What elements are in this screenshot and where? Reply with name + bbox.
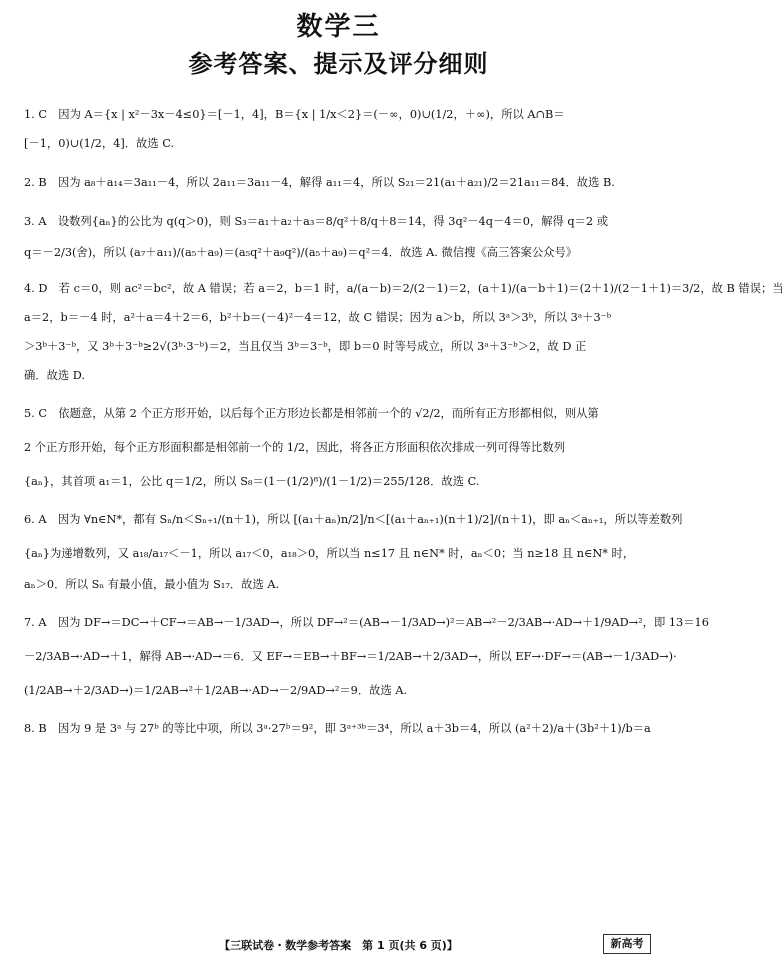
answer-2 [24,174,653,192]
answer-line: 2 个正方形开始，每个正方形面积都是相邻前一个的 1/2，因此，将各正方形面积依次排成一列可得等比数列 [24,441,565,454]
answer-line: [－1，0)∪(1/2，4]．故选 C. [24,137,175,150]
answer-line: 8. B 因为 9 是 3ᵃ 与 27ᵇ 的等比中项，所以 3ᵃ·27ᵇ＝9²，即 3ᵃ⁺³ᵇ＝3⁴，所以 a＋3b＝4，所以 (a²＋2)/a＋(3b²＋1)/b＝a [24,722,651,735]
answer-line: {aₙ}为递增数列，又 a₁₈/a₁₇＜－1，所以 a₁₇＜0，a₁₈＞0，所以当 n≤17 且 n∈N* 时，aₙ＜0；当 n≥18 且 n∈N* 时， [24,547,635,560]
edition-badge: 新高考 [603,934,651,954]
answer-1 [24,106,653,153]
answer-line: ＞3ᵇ＋3⁻ᵇ，又 3ᵇ＋3⁻ᵇ≥2√(3ᵇ·3⁻ᵇ)＝2，当且仅当 3ᵇ＝3⁻ᵇ，即 b＝0 时等号成立，所以 3ᵃ＋3⁻ᵇ＞2，故 D 正 [24,340,587,353]
answer-line: 3. A 设数列{aₙ}的公比为 q(q＞0)，则 S₃＝a₁＋a₂＋a₃＝8/q²＋8/q＋8＝14，得 3q²－4q－4＝0，解得 q＝2 或 [24,215,609,228]
answer-line: (1/2AB→＋2/3AD→)＝1/2AB→²＋1/2AB→·AD→－2/9AD→²＝9．故选 A. [24,684,408,697]
answer-line: －2/3AB→·AD→＋1，解得 AB→·AD→＝6．又 EF→＝EB→＋BF→＝1/2AB→＋2/3AD→，所以 EF→·DF→＝(AB→－1/3AD→)· [24,650,677,663]
page-subtitle: 参考答案、提示及评分细则 [188,50,489,78]
answer-8 [24,720,653,738]
answer-line: 6. A 因为 ∀n∈N*，都有 Sₙ/n＜Sₙ₊₁/(n＋1)，所以 [(a₁＋aₙ)n/2]/n＜[(a₁＋aₙ₊₁)(n＋1)/2]/(n＋1)，即 aₙ＜aₙ₊₁，所以等差数列 [24,513,683,526]
page-footer: 【三联试卷・数学参考答案 第 1 页(共 6 页)】 [219,939,458,952]
answer-list [24,106,784,738]
answer-line: {aₙ}，其首项 a₁＝1，公比 q＝1/2，所以 S₈＝(1－(1/2)⁸)/(1－1/2)＝255/128．故选 C. [24,475,480,488]
answer-6 [24,511,683,594]
answer-7 [24,614,709,700]
answer-line: 1. C 因为 A＝{x | x²－3x－4≤0}＝[－1，4]，B＝{x | 1/x＜2}＝(－∞，0)∪(1/2，＋∞)，所以 A∩B＝ [24,108,565,121]
answer-line: 4. D 若 c＝0，则 ac²＝bc²，故 A 错误；若 a＝2，b＝1 时，a/(a－b)＝2/(2－1)＝2，(a＋1)/(a－b＋1)＝(2＋1)/(2－1＋1)＝3/2，故 B 错误；当 [24,282,784,295]
answer-3 [24,213,653,262]
answer-line: a＝2，b＝－4 时，a²＋a＝4＋2＝6，b²＋b＝(－4)²－4＝12，故 C 错误；因为 a＞b，所以 3ᵃ＞3ᵇ，所以 3ᵃ＋3⁻ᵇ [24,311,612,324]
answer-line: 确．故选 D. [24,369,86,382]
answer-line: 7. A 因为 DF→＝DC→＋CF→＝AB→－1/3AD→，所以 DF→²＝(AB→－1/3AD→)²＝AB→²－2/3AB→·AD→＋1/9AD→²，即 13＝16 [24,616,709,629]
answer-4 [24,280,784,385]
answer-5 [24,405,653,491]
answer-line: q＝－2/3(舍)，所以 (a₇＋a₁₁)/(a₅＋a₉)＝(a₅q²＋a₉q²)/(a₅＋a₉)＝q²＝4．故选 A. 微信搜《高三答案公众号》 [24,246,578,259]
answer-line: 2. B 因为 a₈＋a₁₄＝3a₁₁－4，所以 2a₁₁＝3a₁₁－4，解得 a₁₁＝4，所以 S₂₁＝21(a₁＋a₂₁)/2＝21a₁₁＝84．故选 B. [24,176,615,189]
answer-line: aₙ＞0．所以 Sₙ 有最小值，最小值为 S₁₇．故选 A. [24,578,280,591]
page-title: 数学三 [296,12,381,42]
answer-line: 5. C 依题意，从第 2 个正方形开始，以后每个正方形边长都是相邻前一个的 √2/2，而所有正方形都相似，则从第 [24,407,599,420]
